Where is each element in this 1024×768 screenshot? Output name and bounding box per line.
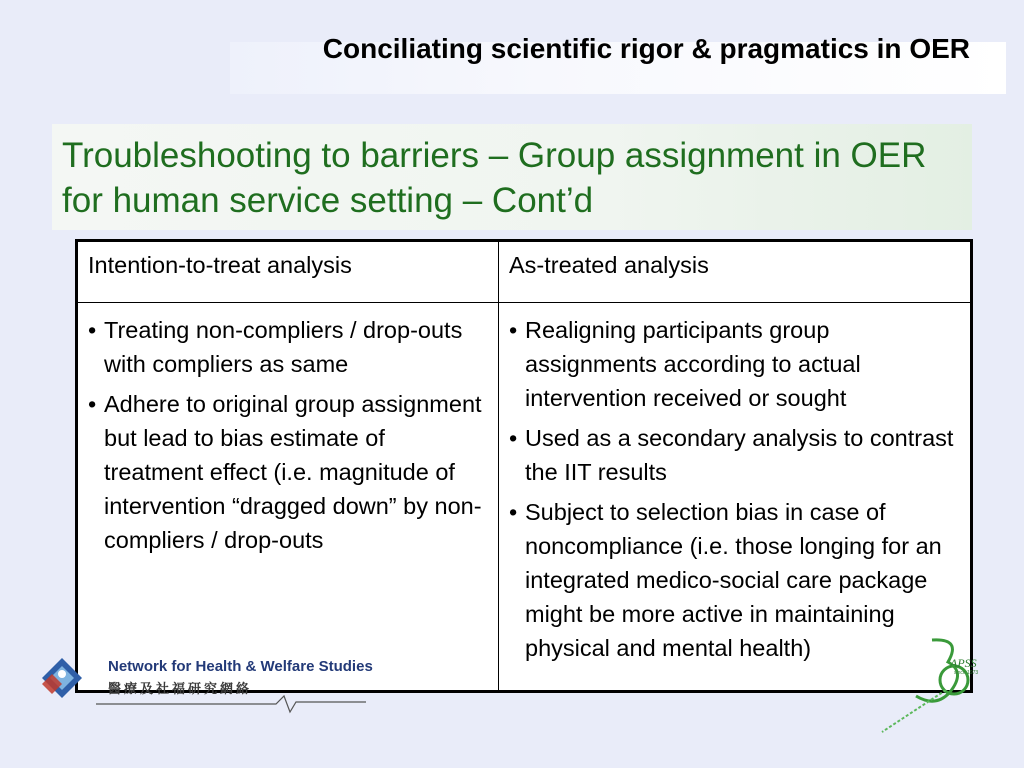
list-item: • Treating non-compliers / drop-outs with compliers as same — [88, 313, 490, 381]
network-name-zh: 醫療及社福研究網絡 — [108, 681, 253, 696]
list-item: • Realigning participants group assignments according to actual intervention received or sought — [509, 313, 962, 415]
apss-since: since 1973 — [954, 670, 979, 676]
list-item: • Subject to selection bias in case of noncompliance (i.e. those longing for an integrated medico-social care package might be more active in maintaining physical and mental health) — [509, 495, 962, 665]
itt-list — [88, 313, 490, 557]
table-row — [77, 303, 972, 692]
apss-label: APSS — [950, 656, 977, 670]
slide-title: Troubleshooting to barriers – Group assignment in OER for human service setting – Cont’d — [62, 136, 927, 220]
itt-cell — [77, 303, 499, 692]
list-item: • Used as a secondary analysis to contrast the IIT results — [509, 421, 962, 489]
list-item: • Adhere to original group assignment but lead to bias estimate of treatment effect (i.e. magnitude of intervention “dragged down” by non-compliers / drop-outs — [88, 387, 490, 557]
comparison-table — [75, 239, 973, 693]
header-itt: Intention-to-treat analysis — [77, 241, 499, 303]
slide-header: Conciliating scientific rigor & pragmatics in OER — [322, 33, 970, 64]
as-treated-list — [509, 313, 962, 665]
apss-logo — [870, 628, 990, 738]
network-name-en: Network for Health & Welfare Studies — [108, 658, 373, 675]
header-as-treated: As-treated analysis — [499, 241, 972, 303]
network-logo — [36, 652, 376, 720]
table-header-row — [77, 241, 972, 303]
apss-30-logo-icon — [870, 628, 990, 738]
